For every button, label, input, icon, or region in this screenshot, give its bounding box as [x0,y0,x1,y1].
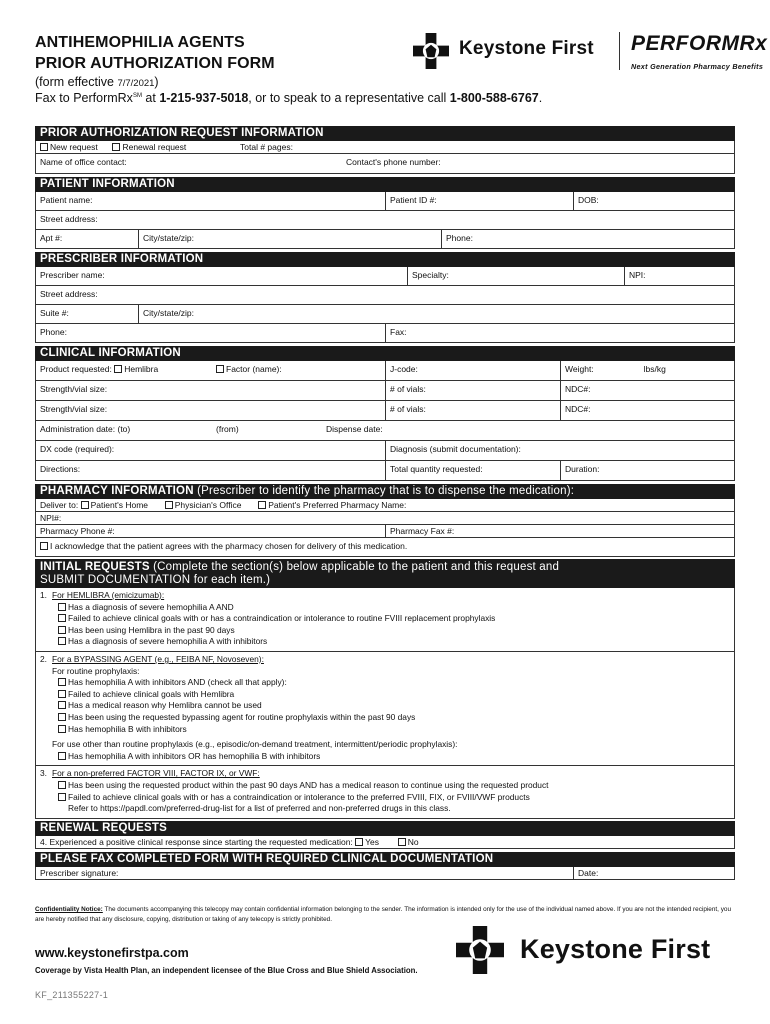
fax-end: . [538,91,543,105]
checkbox-icon[interactable] [58,793,66,801]
request-type-cell [36,141,236,153]
vials-field-2[interactable] [386,401,561,420]
total-pages-label: Total # pages: [240,142,293,152]
initial-heading-note-2: SUBMIT DOCUMENTATION for each item.) [40,574,271,586]
prescriber-name-label: Prescriber name: [40,270,105,280]
prescriber-fax-field[interactable] [386,324,734,342]
prescriber-street-field[interactable] [36,286,734,304]
initial-heading: INITIAL REQUESTS [40,561,150,573]
criteria-item [40,689,730,701]
strength-label-1: Strength/vial size: [40,384,108,394]
acknowledge-cell [36,538,734,556]
criteria-item [40,636,730,648]
diagnosis-label: Diagnosis (submit documentation): [390,444,521,454]
pharmacy-phone-label: Pharmacy Phone #: [40,526,115,536]
deliver-to-label: Deliver to: [40,500,79,510]
patient-dob-label: DOB: [578,195,599,205]
ndc-field-2[interactable] [561,401,734,420]
patient-name-label: Patient name: [40,195,93,205]
other-use-heading: For use other than routine prophylaxis (e.g., episodic/on-demand treatment, intermittent/periodic prophylaxis): [52,739,458,750]
prescriber-suite-field[interactable] [36,305,139,323]
jcode-label: J-code: [390,364,418,374]
pharmacy-fax-field[interactable] [386,525,734,537]
header-logos [413,32,770,72]
patient-dob-field[interactable] [574,192,734,210]
physicians-office-label: Physician's Office [174,500,242,510]
patient-city-field[interactable] [139,230,442,248]
strength-row-2 [35,401,735,421]
patient-name-row [35,192,735,211]
criteria-item [40,724,730,736]
checkbox-icon[interactable] [58,725,66,733]
admin-date-to-field[interactable] [36,421,212,440]
checkbox-icon[interactable] [58,614,66,622]
pharmacy-heading-note: (Prescriber to identify the pharmacy that is to dispense the medication): [193,485,575,497]
patients-home-label: Patient's Home [90,500,149,510]
fax-mid-2: , or to speak to a representative call [248,91,450,105]
section-3-title: For a non-preferred FACTOR VIII, FACTOR IX, or VWF: [52,768,260,779]
effective-date-line [35,75,735,89]
weight-label: Weight: [565,364,594,374]
patient-apt-field[interactable] [36,230,139,248]
checkbox-icon[interactable] [58,781,66,789]
signature-date-field[interactable] [574,867,734,879]
criteria-label: Has hemophilia B with inhibitors [68,723,187,734]
form-code: KF_211355227-1 [35,990,109,1000]
patient-id-label: Patient ID #: [390,195,437,205]
pharmacy-phone-row [35,525,735,538]
acknowledge-row [35,538,735,557]
contact-phone-field[interactable] [342,154,734,173]
request-type-row [35,141,735,154]
section-initial-requests [35,559,735,588]
checkbox-icon[interactable] [40,143,48,151]
patient-street-field[interactable] [36,211,734,229]
section-pa-request: PRIOR AUTHORIZATION REQUEST INFORMATION [35,126,735,141]
checkbox-icon[interactable] [58,626,66,634]
section-patient: PATIENT INFORMATION [35,177,735,192]
pharmacy-npi-row [35,512,735,525]
section-renewal: RENEWAL REQUESTS [35,821,735,836]
keystone-cross-icon [456,926,504,974]
initial-heading-note-1: (Complete the section(s) below applicable to the patient and this request and [149,561,560,573]
prescriber-npi-field[interactable] [625,267,734,285]
strength-field-2[interactable] [36,401,386,420]
checkbox-icon[interactable] [58,752,66,760]
confidentiality-text: The documents accompanying this telecopy may contain confidential information belonging to the sender. The information is intended only for the use of the individual named above. If you are not the intended recipient, you are hereby notified that any disclosure, copying, distribution or taking of any telecopy is strictly prohibited. [35,906,732,923]
prescriber-signature-field[interactable] [36,867,574,879]
jcode-field[interactable] [386,361,561,380]
pharmacy-npi-field[interactable] [36,512,734,524]
fax-instructions [35,91,735,105]
prescriber-name-row [35,267,735,286]
patient-street-row [35,211,735,230]
fax-mid: at [141,91,160,105]
total-pages-field[interactable] [236,141,734,153]
admin-date-from-field[interactable] [212,421,322,440]
fax-prefix: Fax to PerformRx [35,91,133,105]
criteria-item [40,751,730,763]
patient-phone-field[interactable] [442,230,734,248]
routine-prophylaxis-heading: For routine prophylaxis: [52,665,140,676]
signature-row [35,867,735,880]
checkbox-icon[interactable] [355,838,363,846]
criteria-item [40,712,730,724]
criteria-label: Has been using Hemlibra in the past 90 days [68,624,235,635]
confidentiality-notice [35,905,735,925]
checkbox-icon[interactable] [114,365,122,373]
checkbox-icon[interactable] [58,603,66,611]
pharmacy-phone-field[interactable] [36,525,386,537]
prescriber-specialty-field[interactable] [408,267,625,285]
criteria-item [40,780,730,792]
section-fax-completed: PLEASE FAX COMPLETED FORM WITH REQUIRED CLINICAL DOCUMENTATION [35,852,735,867]
pharmacy-fax-label: Pharmacy Fax #: [390,526,455,536]
dx-code-label: DX code (required): [40,444,115,454]
checkbox-icon[interactable] [58,678,66,686]
checkbox-icon[interactable] [165,501,173,509]
ndc-label-1: NDC#: [565,384,591,394]
criteria-label: Has been using the requested bypassing agent for routine prophylaxis within the past 90 days [68,711,416,722]
initial-section-2 [35,652,735,766]
section-2-title: For a BYPASSING AGENT (e.g., FEIBA NF, Novoseven): [52,653,264,664]
duration-field[interactable] [561,461,734,480]
ndc-field-1[interactable] [561,381,734,400]
patient-apt-label: Apt #: [40,233,63,243]
dx-row [35,441,735,461]
prescriber-suite-label: Suite #: [40,308,69,318]
office-contact-row [35,154,735,174]
total-quantity-label: Total quantity requested: [390,464,483,474]
prescriber-street-label: Street address: [40,289,98,299]
effective-date: 7/7/2021 [117,78,155,89]
keystone-cross-icon [413,33,449,69]
prescriber-phone-field[interactable] [36,324,386,342]
renewal-request-label: Renewal request [122,142,187,152]
checkbox-icon[interactable] [58,713,66,721]
criteria-item [40,677,730,689]
prescriber-suite-row [35,305,735,324]
form-header [35,32,768,112]
criteria-item [40,602,730,614]
prescriber-phone-label: Phone: [40,327,67,337]
criteria-label: Failed to achieve clinical goals with or has a contraindication or intolerance to routine FVIII replacement prophylaxis [68,613,496,624]
checkbox-icon[interactable] [81,501,89,509]
vials-field-1[interactable] [386,381,561,400]
contact-phone-label: Contact's phone number: [346,157,441,167]
dx-code-field[interactable] [36,441,386,460]
admin-from-label: (from) [216,424,239,434]
effective-suffix: ) [154,75,159,89]
prescriber-npi-label: NPI: [629,270,646,280]
office-contact-label: Name of office contact: [40,157,127,167]
product-requested-label: Product requested: [40,364,112,374]
pharmacy-npi-label: NPI#: [40,513,62,523]
vials-label-1: # of vials: [390,384,426,394]
criteria-label: Has a diagnosis of severe hemophilia A with inhibitors [68,636,268,647]
criteria-item [40,613,730,625]
prescriber-name-field[interactable] [36,267,408,285]
vials-label-2: # of vials: [390,404,426,414]
patient-phone-label: Phone: [446,233,473,243]
factor-name-field[interactable] [212,361,386,380]
patient-name-field[interactable] [36,192,386,210]
acknowledge-label: I acknowledge that the patient agrees with the pharmacy chosen for delivery of this medication. [50,541,408,551]
criteria-label: Has a diagnosis of severe hemophilia A AND [68,601,234,612]
logo-divider [619,32,620,70]
criteria-label: Has hemophilia A with inhibitors AND (check all that apply): [68,677,287,688]
section-1-number: 1. [40,590,47,600]
product-row [35,361,735,381]
footer-coverage-text: Coverage by Vista Health Plan, an independent licensee of the Blue Cross and Blue Shield Association. [35,966,418,975]
deliver-to-cell [36,499,734,511]
criteria-label: Failed to achieve clinical goals with Hemlibra [68,688,235,699]
section-2-number: 2. [40,653,47,664]
weight-unit-label: lbs/kg [643,364,666,374]
confidentiality-label: Confidentiality Notice: [35,906,103,913]
checkbox-icon[interactable] [40,542,48,550]
hemlibra-label: Hemlibra [124,364,159,374]
title-line-2: PRIOR AUTHORIZATION FORM [35,55,275,72]
prescriber-specialty-label: Specialty: [412,270,449,280]
administration-row [35,421,735,441]
ndc-label-2: NDC#: [565,404,591,414]
renewal-cell [36,836,734,848]
factor-name-label: Factor (name): [226,364,282,374]
prescriber-city-label: City/state/zip: [143,308,195,318]
directions-field[interactable] [36,461,386,480]
footer-keystone-logo-text: Keystone First [520,934,711,964]
keystone-logo-text: Keystone First [459,38,594,59]
phone-number: 1-800-588-6767 [449,91,539,105]
preferred-drug-list-reference: Refer to https://papdl.com/preferred-drug-list for a list of preferred and non-preferred drugs in this class. [68,803,451,814]
checkbox-icon[interactable] [258,501,266,509]
prescriber-fax-label: Fax: [390,327,407,337]
product-requested-cell [36,361,212,380]
admin-date-label: Administration date: (to) [40,424,131,434]
criteria-label: Has a medical reason why Hemlibra cannot be used [68,700,262,711]
prescriber-signature-label: Prescriber signature: [40,867,119,878]
title-line-1: ANTIHEMOPHILIA AGENTS [35,34,245,51]
service-mark: SM [132,92,142,99]
prescriber-street-row [35,286,735,305]
renewal-row [35,836,735,849]
criteria-label: Has hemophilia A with inhibitors OR has hemophilia B with inhibitors [68,750,321,761]
prior-authorization-form [35,126,735,880]
patient-id-field[interactable] [386,192,574,210]
fax-number: 1-215-937-5018 [159,91,249,105]
diagnosis-field[interactable] [386,441,734,460]
renewal-question: 4. Experienced a positive clinical response since starting the requested medication: [40,836,353,847]
pharmacy-heading: PHARMACY INFORMATION [40,485,194,497]
section-prescriber: PRESCRIBER INFORMATION [35,252,735,267]
section-pharmacy [35,484,735,499]
directions-label: Directions: [40,464,81,474]
performrx-logo-text: PERFORMRx [631,32,768,55]
initial-section-1 [35,588,735,652]
dispense-date-field[interactable] [322,421,734,440]
performrx-tagline: Next Generation Pharmacy Benefits [631,62,764,71]
section-1-title: For HEMLIBRA (emicizumab): [52,590,165,600]
checkbox-icon[interactable] [58,701,66,709]
weight-field[interactable] [561,361,734,380]
strength-label-2: Strength/vial size: [40,404,108,414]
deliver-to-row [35,499,735,512]
prescriber-city-field[interactable] [139,305,734,323]
checkbox-icon[interactable] [112,143,120,151]
criteria-label: Failed to achieve clinical goals with or has a contraindication or intolerance to the preferred FVIII, FIX, or FVIII/VWF products [68,791,530,802]
office-contact-field[interactable] [36,154,342,173]
criteria-item [40,700,730,712]
section-clinical: CLINICAL INFORMATION [35,346,735,361]
renewal-yes-label: Yes [365,836,380,847]
initial-section-3 [35,766,735,818]
effective-prefix: (form effective [35,75,118,89]
dispense-date-label: Dispense date: [326,424,383,434]
footer-website-link[interactable]: www.keystonefirstpa.com [35,946,189,960]
patient-street-label: Street address: [40,214,98,224]
directions-row [35,461,735,481]
total-quantity-field[interactable] [386,461,561,480]
new-request-label: New request [50,142,98,152]
patient-city-label: City/state/zip: [143,233,195,243]
criteria-item [40,625,730,637]
prescriber-phone-row [35,324,735,343]
criteria-item [40,792,730,804]
preferred-pharmacy-label: Patient's Preferred Pharmacy Name: [268,500,407,510]
signature-date-label: Date: [578,867,599,878]
checkbox-icon[interactable] [58,637,66,645]
patient-apt-row [35,230,735,249]
strength-row-1 [35,381,735,401]
section-3-number: 3. [40,768,47,779]
checkbox-icon[interactable] [58,690,66,698]
criteria-label: Has been using the requested product within the past 90 days AND has a medical reason to continue using the requested product [68,779,549,790]
checkbox-icon[interactable] [398,838,406,846]
strength-field-1[interactable] [36,381,386,400]
duration-label: Duration: [565,464,600,474]
renewal-no-label: No [407,836,419,847]
checkbox-icon[interactable] [216,365,224,373]
